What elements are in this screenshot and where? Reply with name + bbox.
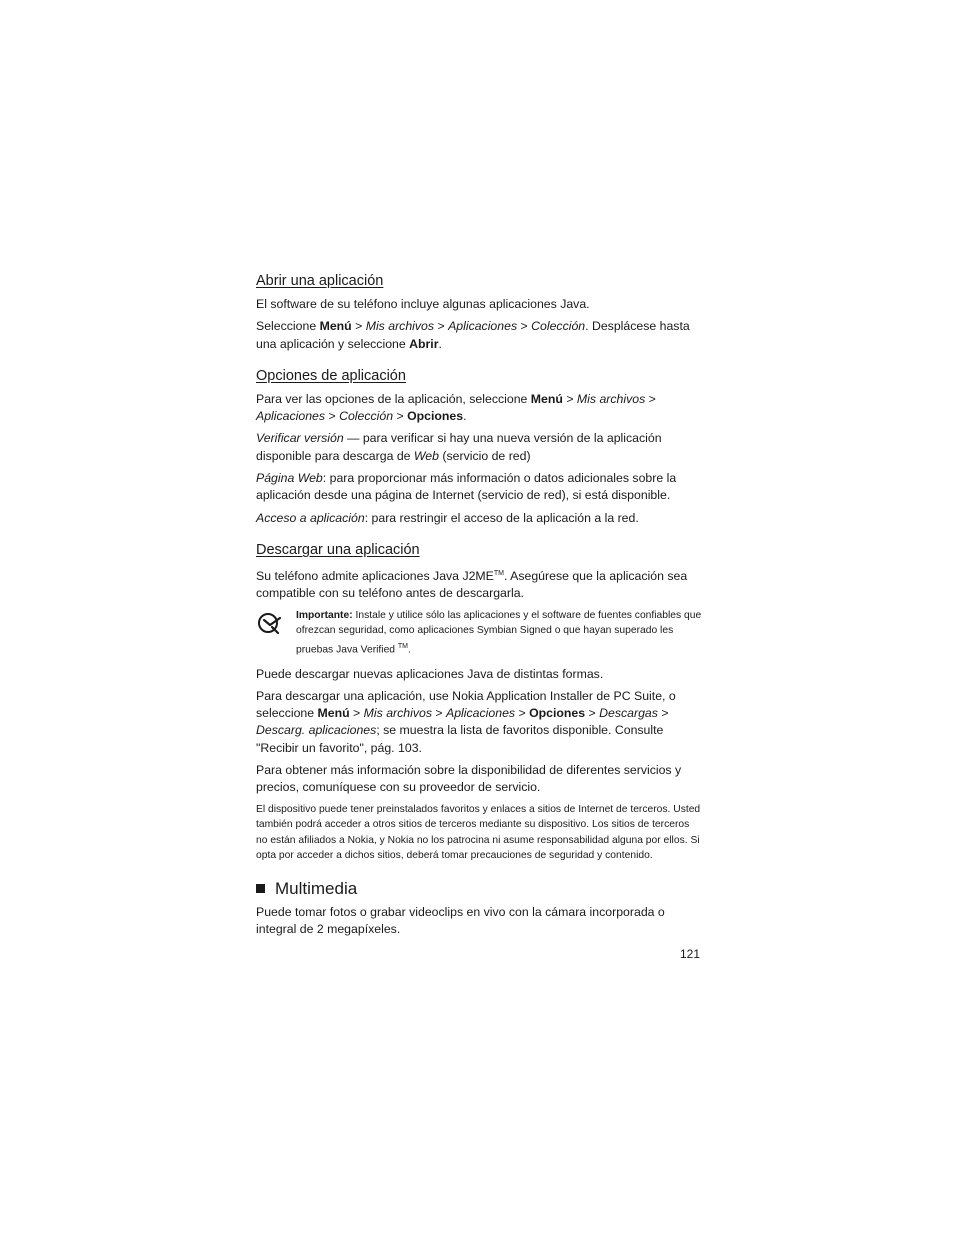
page-number: 121 (680, 947, 701, 961)
chapter-heading: Multimedia (256, 878, 702, 900)
paragraph: Para ver las opciones de la aplicación, seleccione Menú > Mis archivos > Aplicaciones > Colección > Opciones. (256, 391, 656, 424)
section-heading: Opciones de aplicación (256, 367, 406, 384)
page-content (256, 272, 702, 943)
paragraph: Puede descargar nuevas aplicaciones Java de distintas formas. (256, 666, 604, 681)
paragraph: El software de su teléfono incluye algunas aplicaciones Java. (256, 297, 590, 311)
section-heading: Descargar una aplicación (256, 541, 420, 558)
section-multimedia (256, 878, 702, 939)
paragraph: Puede tomar fotos o grabar videoclips en vivo con la cámara incorporada o integral de 2 megapíxeles. (256, 904, 665, 936)
paragraph: Para obtener más información sobre la disponibilidad de diferentes servicios y precios, comuníquese con su proveedor de servicio. (256, 763, 682, 795)
section-heading: Abrir una aplicación (256, 273, 384, 289)
section-download-app (256, 541, 702, 864)
paragraph: Seleccione Menú > Mis archivos > Aplicaciones > Colección. Desplácese hasta una aplicación y seleccione Abrir. (256, 319, 690, 351)
paragraph: Acceso a aplicación: para restringir el acceso de la aplicación a la red. (256, 510, 639, 525)
paragraph: Página Web: para proporcionar más información o datos adicionales sobre la aplicación desde una página de Internet (servicio de red), si está disponible. (256, 471, 677, 503)
square-bullet-icon (256, 884, 265, 893)
section-app-options (256, 367, 702, 527)
important-note (256, 608, 702, 658)
paragraph: Para descargar una aplicación, use Nokia Application Installer de PC Suite, o seleccione Menú > Mis archivos > Aplicaciones > Opciones > Descargas > Descarg. aplicaciones; se muestra la lista de favoritos disponible. Consulte "Recibir un favorito", pág. 103. (256, 688, 676, 755)
important-icon (256, 612, 286, 634)
paragraph: Su teléfono admite aplicaciones Java J2ME™. Asegúrese que la aplicación sea compatible con su teléfono antes de descargarla. (256, 569, 688, 601)
note-text: Importante: Instale y utilice sólo las aplicaciones y el software de fuentes confiables que ofrezcan seguridad, como aplicaciones Symbian Signed o que hayan superado les pruebas Java Verified ™. (296, 609, 702, 656)
section-open-app (256, 272, 702, 353)
disclaimer-paragraph: El dispositivo puede tener preinstalados favoritos y enlaces a sitios de Internet de terceros. Usted también podrá acceder a otros sitios de terceros mediante su dispositivo. Los sitios de terceros no están afiliados a Nokia, y Nokia no los patrocina ni asume responsabilidad alguna por ellos. Si opta por acceder a dichos sitios, deberá tomar precauciones de seguridad y contenido. (256, 803, 701, 862)
paragraph: Verificar versión — para verificar si hay una nueva versión de la aplicación disponible para descarga de Web (servicio de red) (256, 431, 662, 463)
